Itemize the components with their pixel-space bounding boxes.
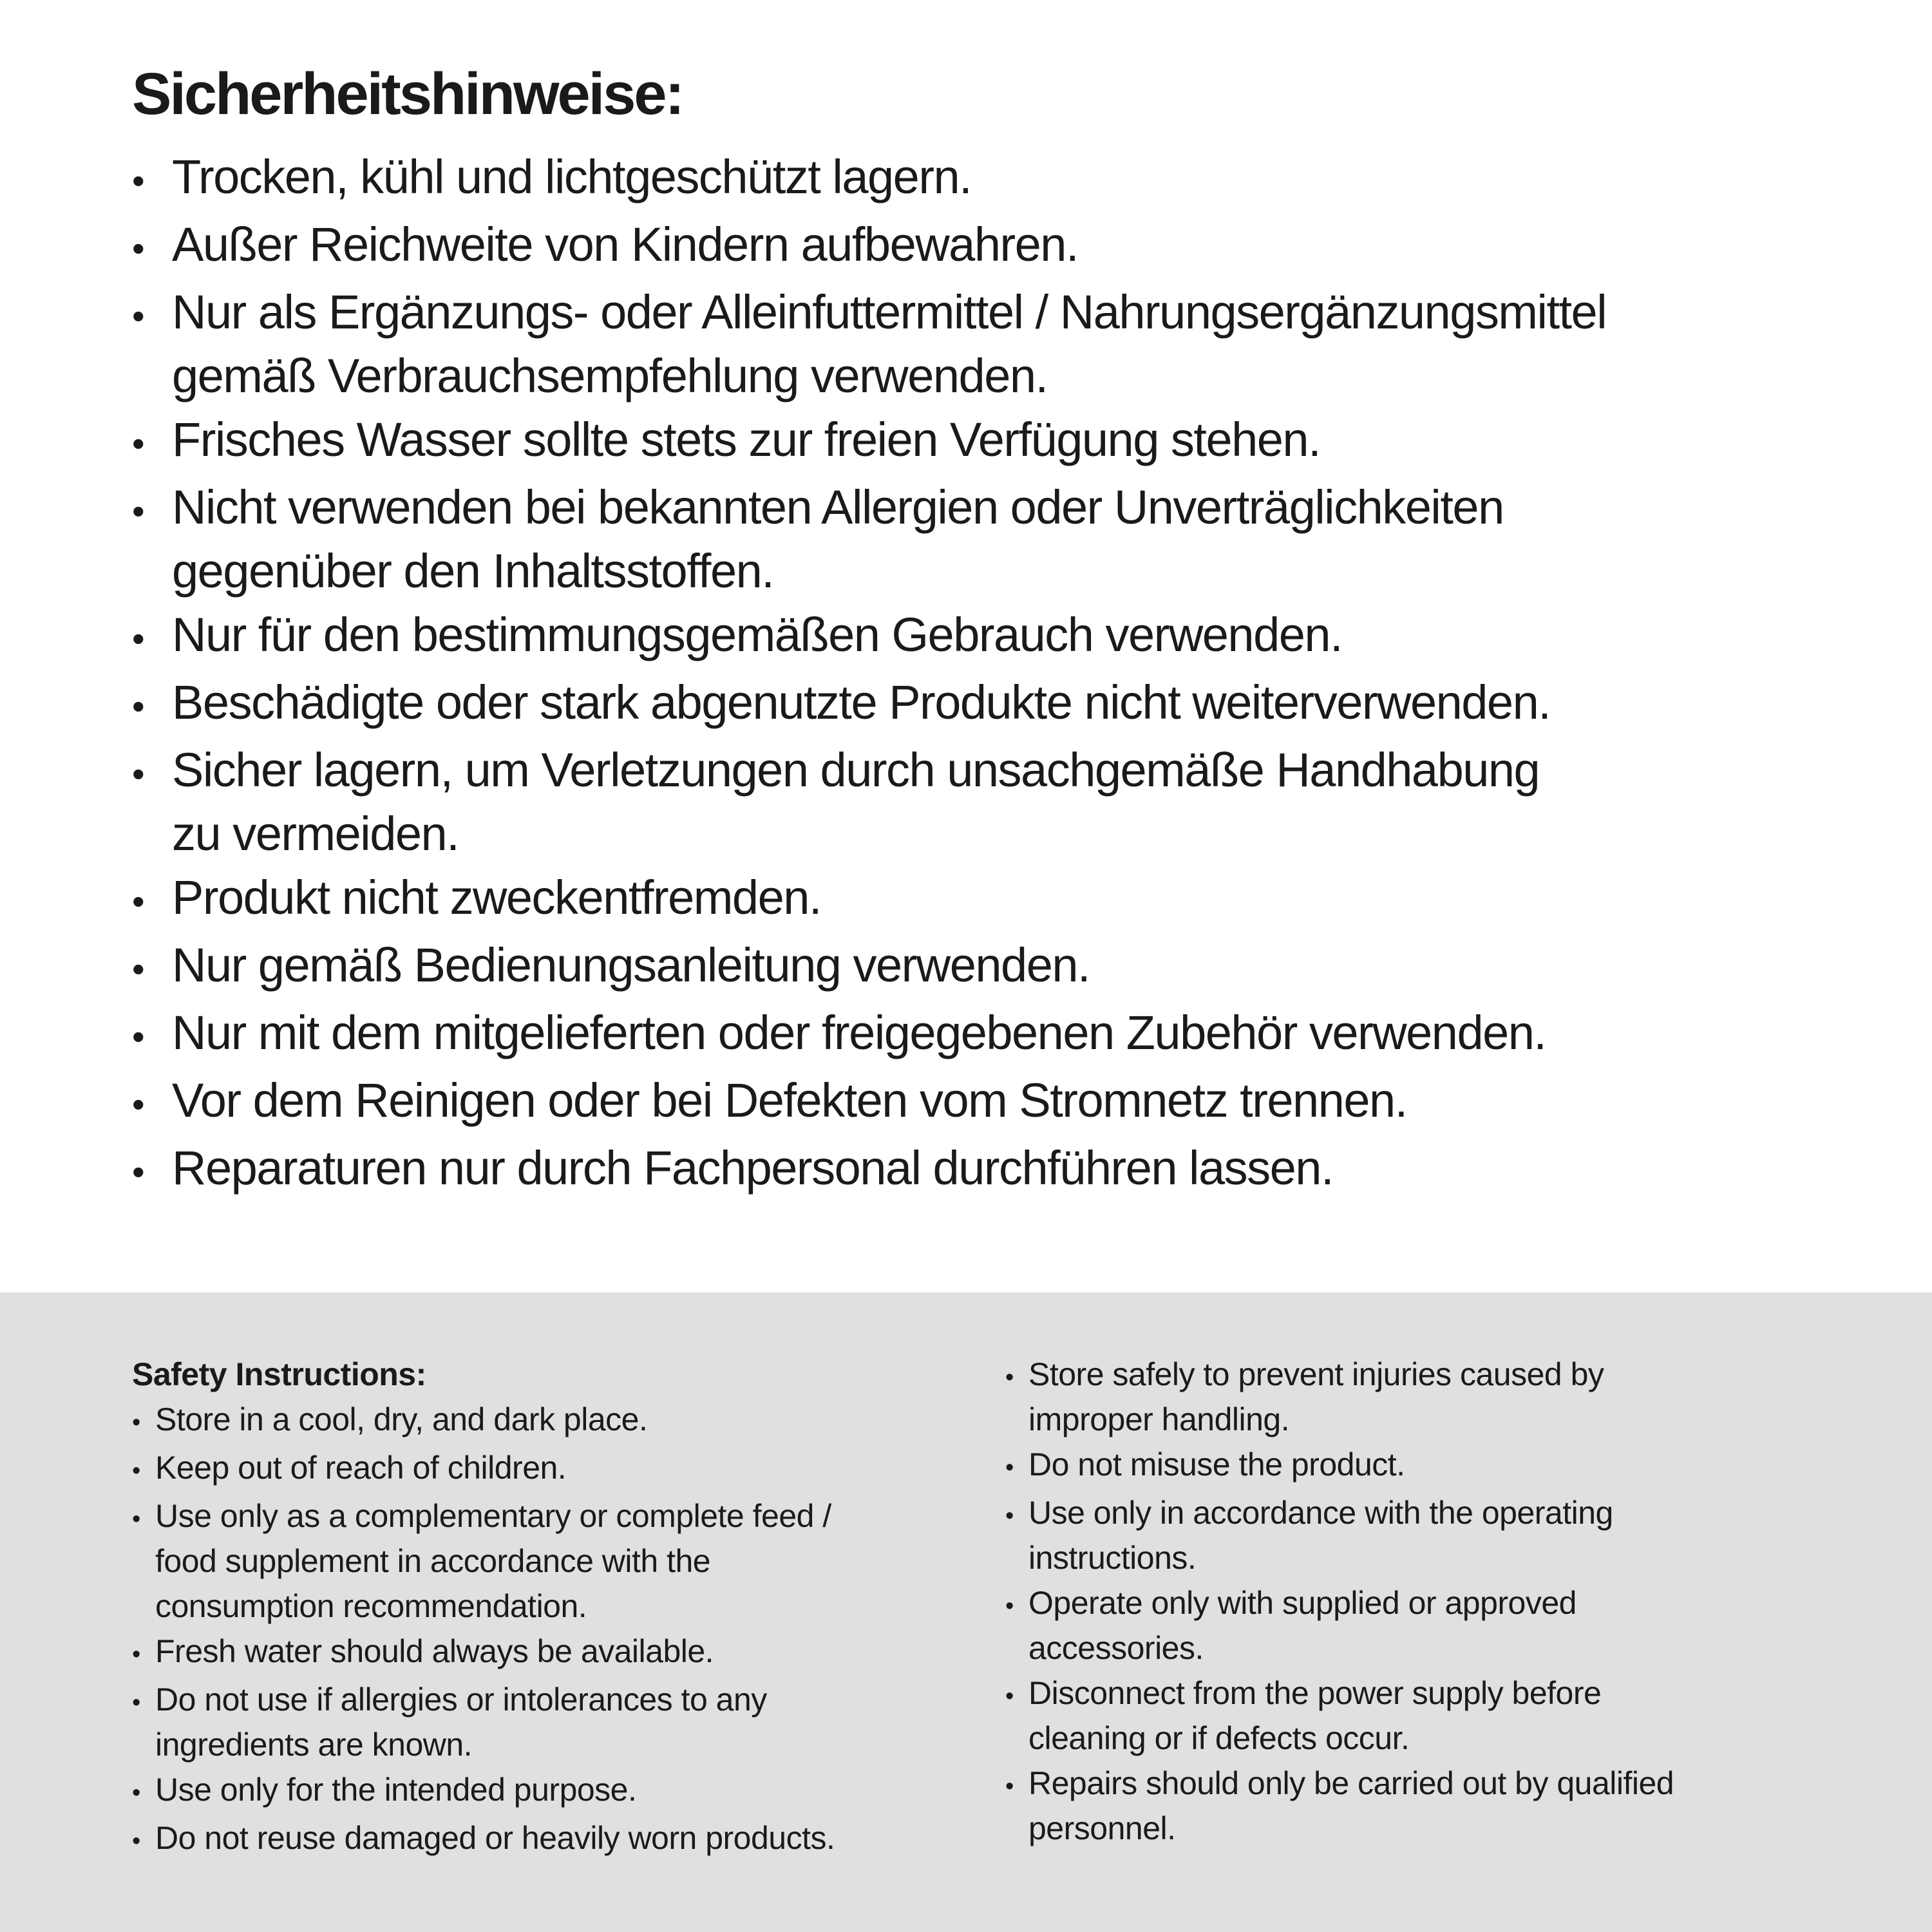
list-item xyxy=(1005,1352,1932,1442)
bullet-line: Reparaturen nur durch Fachpersonal durchführen lassen. xyxy=(172,1141,1334,1195)
bullet-icon: • xyxy=(1005,1683,1014,1710)
english-bullet-list-right xyxy=(1005,1352,1932,1851)
bullet-line: improper handling. xyxy=(1028,1401,1290,1437)
bullet-text xyxy=(1028,1580,1932,1671)
bullet-icon: • xyxy=(132,1016,144,1057)
bullet-line: Store in a cool, dry, and dark place. xyxy=(155,1401,648,1437)
bullet-icon: • xyxy=(132,881,144,922)
bullet-line: Do not use if allergies or intolerances to any xyxy=(155,1681,767,1718)
bullet-line: ingredients are known. xyxy=(155,1727,473,1763)
bullet-line: Nur mit dem mitgelieferten oder freigegebenen Zubehör verwenden. xyxy=(172,1006,1546,1059)
bullet-icon: • xyxy=(132,618,144,659)
bullet-line: Außer Reichweite von Kindern aufbewahren. xyxy=(172,218,1079,271)
list-item xyxy=(132,1629,1005,1677)
bullet-icon: • xyxy=(132,1506,140,1533)
bullet-line: Use only for the intended purpose. xyxy=(155,1772,637,1808)
bullet-icon: • xyxy=(132,491,144,531)
bullet-icon: • xyxy=(1005,1454,1014,1481)
bullet-text xyxy=(1028,1671,1932,1761)
bullet-line: Nur gemäß Bedienungsanleitung verwenden. xyxy=(172,938,1090,992)
bullet-icon: • xyxy=(132,160,144,201)
bullet-line: Nur für den bestimmungsgemäßen Gebrauch verwenden. xyxy=(172,608,1343,661)
list-item xyxy=(132,1677,1005,1767)
bullet-line: gemäß Verbrauchsempfehlung verwenden. xyxy=(172,349,1048,402)
bullet-text xyxy=(155,1397,1005,1442)
bullet-icon: • xyxy=(1005,1364,1014,1391)
list-item xyxy=(132,1001,1874,1068)
list-item xyxy=(132,1767,1005,1815)
bullet-text xyxy=(155,1493,1005,1629)
list-item xyxy=(132,1397,1005,1445)
bullet-line: Fresh water should always be available. xyxy=(155,1633,714,1669)
bullet-text xyxy=(172,603,1874,667)
list-item xyxy=(132,280,1874,408)
bullet-icon: • xyxy=(132,1828,140,1855)
english-left-column xyxy=(132,1352,1005,1932)
bullet-line: Nicht verwenden bei bekannten Allergien oder Unverträglichkeiten xyxy=(172,480,1504,534)
list-item xyxy=(132,866,1874,933)
bullet-icon: • xyxy=(132,296,144,336)
bullet-text xyxy=(172,1068,1874,1132)
german-bullet-list xyxy=(132,145,1874,1204)
bullet-icon: • xyxy=(132,1409,140,1436)
bullet-text xyxy=(172,738,1874,866)
bullet-text xyxy=(172,1136,1874,1200)
bullet-icon: • xyxy=(132,423,144,464)
bullet-line: Keep out of reach of children. xyxy=(155,1450,567,1486)
bullet-line: Use only in accordance with the operating xyxy=(1028,1495,1613,1531)
list-item xyxy=(132,1493,1005,1629)
list-item xyxy=(132,670,1874,738)
bullet-icon: • xyxy=(132,949,144,989)
english-section xyxy=(0,1293,1932,1932)
bullet-text xyxy=(1028,1490,1932,1580)
list-item xyxy=(1005,1580,1932,1671)
bullet-text xyxy=(155,1629,1005,1674)
bullet-icon: • xyxy=(132,228,144,269)
bullet-line: Trocken, kühl und lichtgeschützt lagern. xyxy=(172,150,972,204)
list-item xyxy=(1005,1442,1932,1490)
bullet-text xyxy=(1028,1442,1932,1487)
bullet-line: Use only as a complementary or complete feed / xyxy=(155,1498,831,1534)
bullet-icon: • xyxy=(1005,1502,1014,1530)
bullet-text xyxy=(172,475,1874,603)
bullet-text xyxy=(172,145,1874,209)
list-item xyxy=(1005,1761,1932,1851)
bullet-line: Nur als Ergänzungs- oder Alleinfuttermittel / Nahrungsergänzungsmittel xyxy=(172,285,1607,339)
list-item xyxy=(132,213,1874,280)
bullet-line: Beschädigte oder stark abgenutzte Produkte nicht weiterverwenden. xyxy=(172,676,1551,729)
bullet-text xyxy=(172,866,1874,929)
bullet-line: consumption recommendation. xyxy=(155,1588,587,1624)
bullet-text xyxy=(172,1001,1874,1065)
bullet-line: Repairs should only be carried out by qualified xyxy=(1028,1765,1674,1801)
list-item xyxy=(132,1815,1005,1864)
list-item xyxy=(132,1136,1874,1204)
bullet-text xyxy=(172,408,1874,471)
list-item xyxy=(1005,1671,1932,1761)
bullet-icon: • xyxy=(132,1457,140,1484)
list-item xyxy=(132,1068,1874,1136)
bullet-line: instructions. xyxy=(1028,1540,1197,1576)
bullet-icon: • xyxy=(132,1779,140,1806)
bullet-icon: • xyxy=(132,1084,144,1124)
bullet-text xyxy=(172,670,1874,734)
bullet-line: Do not reuse damaged or heavily worn products. xyxy=(155,1820,835,1856)
list-item xyxy=(132,408,1874,475)
bullet-icon: • xyxy=(132,753,144,794)
bullet-line: food supplement in accordance with the xyxy=(155,1543,711,1579)
list-item xyxy=(132,1445,1005,1493)
bullet-line: Sicher lagern, um Verletzungen durch unsachgemäße Handhabung xyxy=(172,743,1540,797)
bullet-text xyxy=(155,1767,1005,1812)
bullet-icon: • xyxy=(132,686,144,726)
bullet-icon: • xyxy=(132,1689,140,1716)
list-item xyxy=(132,475,1874,603)
bullet-line: Operate only with supplied or approved xyxy=(1028,1585,1577,1621)
list-item xyxy=(1005,1490,1932,1580)
bullet-text xyxy=(155,1815,1005,1861)
bullet-line: Store safely to prevent injuries caused by xyxy=(1028,1356,1604,1392)
list-item xyxy=(132,933,1874,1001)
bullet-line: gegenüber den Inhaltsstoffen. xyxy=(172,544,774,598)
bullet-icon: • xyxy=(132,1151,144,1192)
bullet-text xyxy=(1028,1352,1932,1442)
list-item xyxy=(132,145,1874,213)
bullet-text xyxy=(172,213,1874,276)
bullet-line: Frisches Wasser sollte stets zur freien Verfügung stehen. xyxy=(172,413,1321,466)
german-heading: Sicherheitshinweise: xyxy=(132,61,683,127)
bullet-icon: • xyxy=(1005,1593,1014,1620)
bullet-text xyxy=(172,280,1874,408)
bullet-text xyxy=(172,933,1874,997)
bullet-text xyxy=(1028,1761,1932,1851)
bullet-line: Do not misuse the product. xyxy=(1028,1446,1405,1482)
english-bullet-list-left xyxy=(132,1397,1005,1864)
bullet-text xyxy=(155,1677,1005,1767)
bullet-line: Produkt nicht zweckentfremden. xyxy=(172,871,821,924)
bullet-line: Vor dem Reinigen oder bei Defekten vom Stromnetz trennen. xyxy=(172,1074,1407,1127)
bullet-line: cleaning or if defects occur. xyxy=(1028,1720,1410,1756)
bullet-line: accessories. xyxy=(1028,1630,1204,1666)
english-heading: Safety Instructions: xyxy=(132,1356,426,1392)
bullet-icon: • xyxy=(1005,1773,1014,1800)
bullet-text xyxy=(155,1445,1005,1490)
bullet-icon: • xyxy=(132,1641,140,1668)
english-right-column xyxy=(1005,1352,1932,1932)
bullet-line: personnel. xyxy=(1028,1810,1176,1846)
bullet-line: zu vermeiden. xyxy=(172,807,459,860)
list-item xyxy=(132,738,1874,866)
list-item xyxy=(132,603,1874,670)
bullet-line: Disconnect from the power supply before xyxy=(1028,1675,1602,1711)
